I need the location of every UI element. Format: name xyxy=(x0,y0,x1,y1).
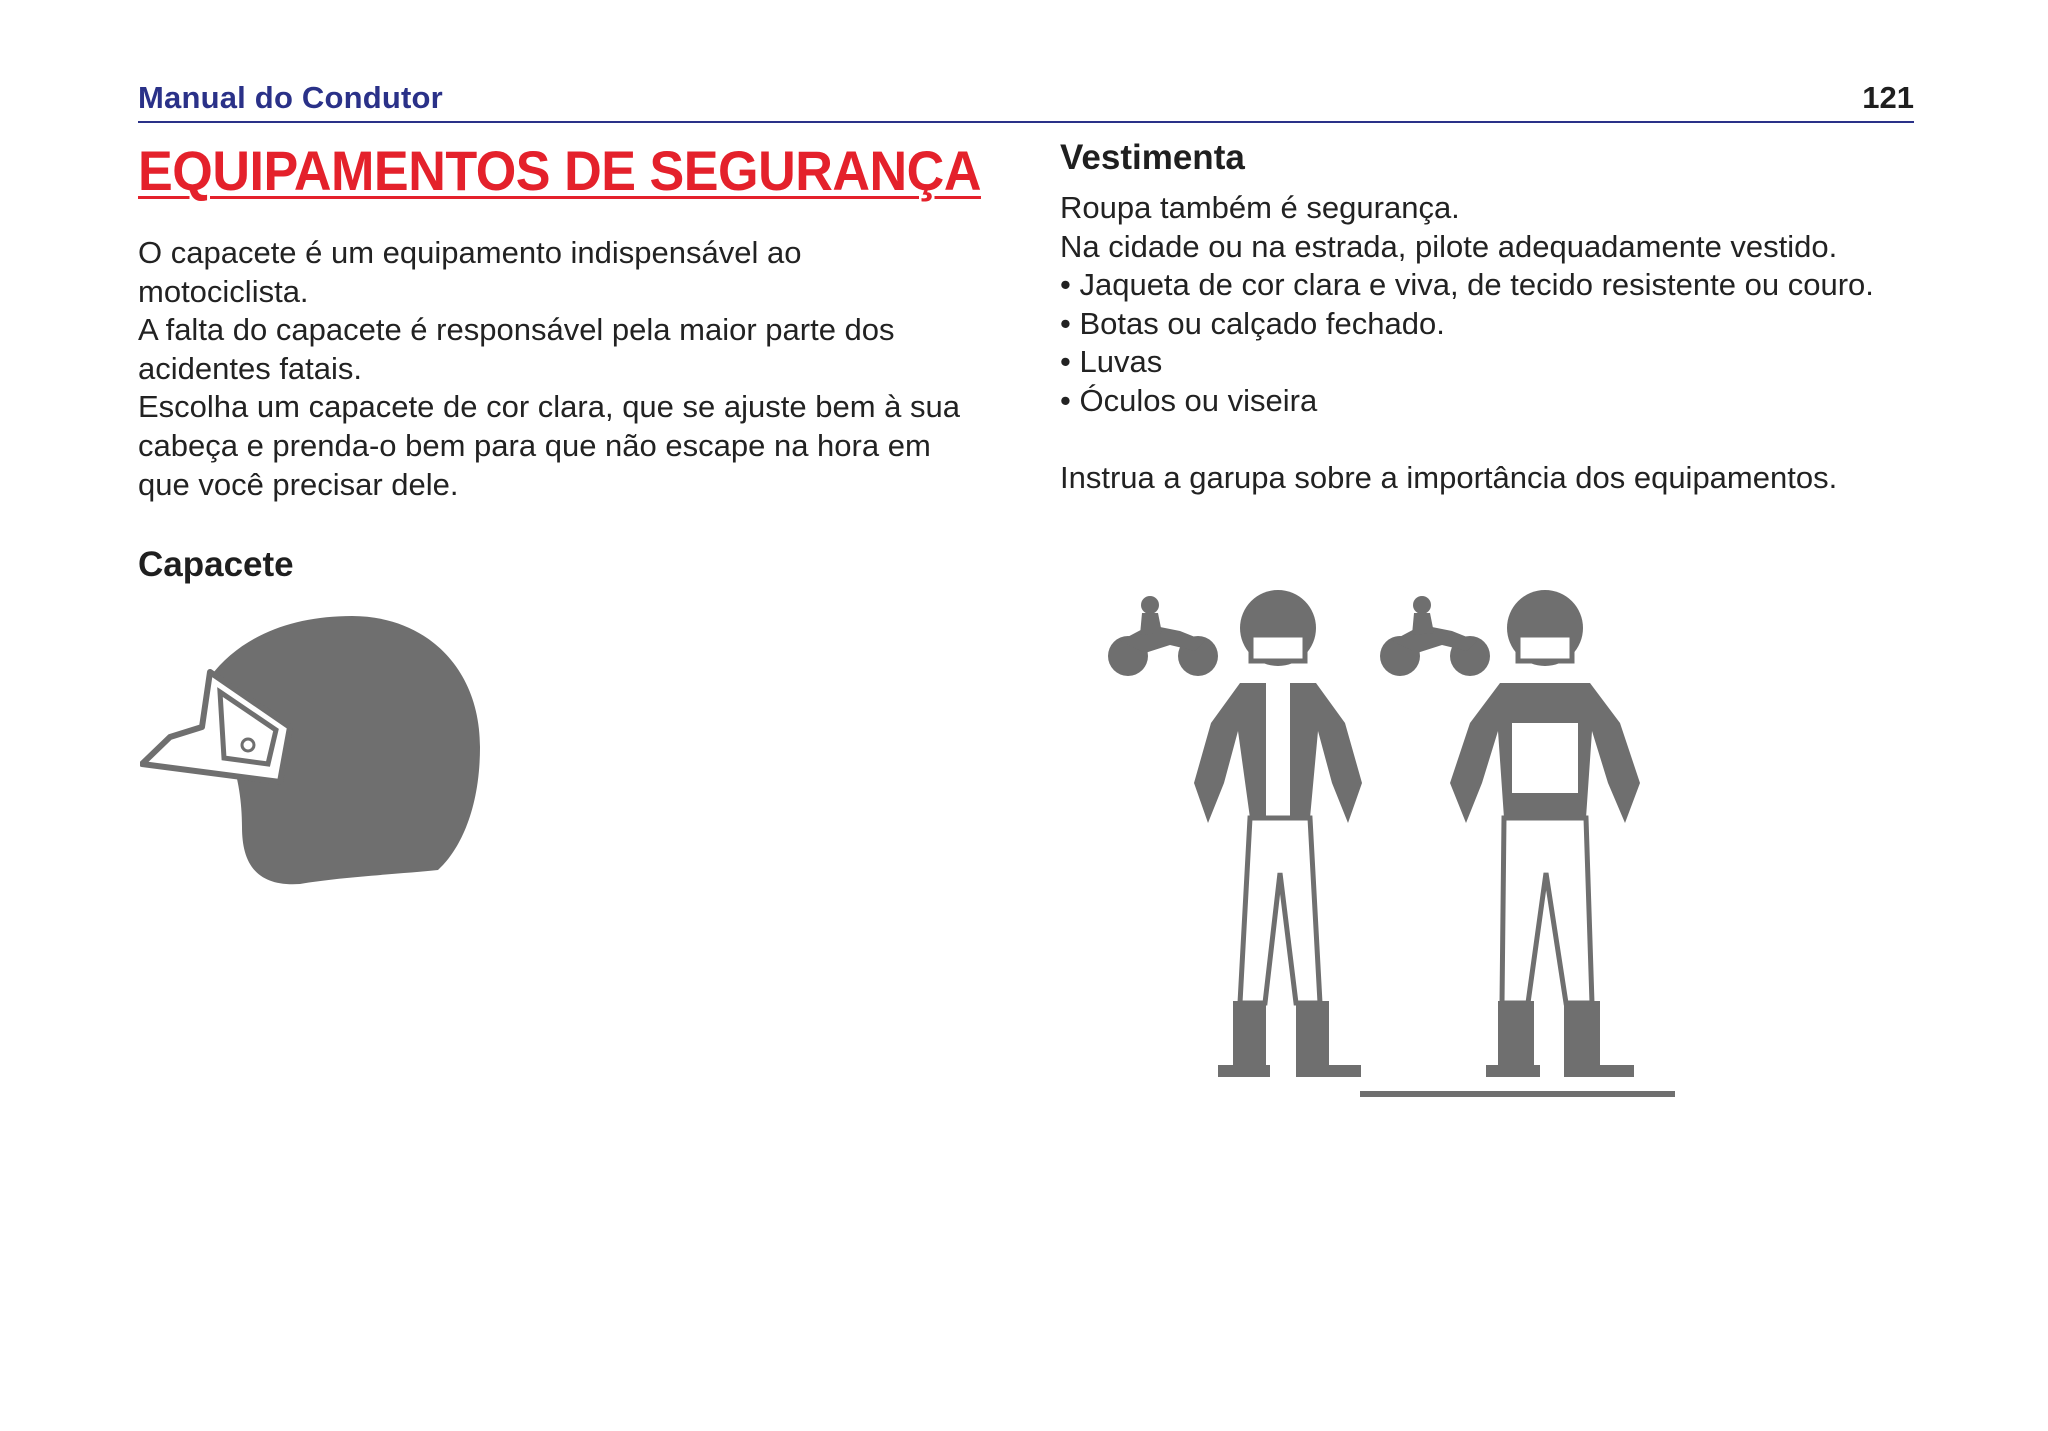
motorcycle-icon xyxy=(1108,596,1218,676)
intro-line: Escolha um capacete de cor clara, que se ajuste bem à sua xyxy=(138,389,960,425)
vestimenta-line: Roupa também é segurança. xyxy=(1060,190,1460,225)
paragraph-gap xyxy=(1060,421,2010,460)
ground-line xyxy=(1360,1091,1675,1097)
intro-line: acidentes fatais. xyxy=(138,350,363,386)
manual-title: Manual do Condutor xyxy=(138,80,443,115)
intro-line: que você precisar dele. xyxy=(138,466,459,502)
helmet-illustration xyxy=(140,612,490,897)
motorcycle-icon xyxy=(1380,596,1490,676)
intro-line: cabeça e prenda-o bem para que não escape na hora em xyxy=(138,427,931,463)
intro-line: O capacete é um equipamento indispensável ao xyxy=(138,235,802,270)
vestimenta-line: Na cidade ou na estrada, pilote adequadamente vestido. xyxy=(1060,228,1838,264)
intro-line: A falta do capacete é responsável pela maior parte dos xyxy=(138,312,895,348)
intro-paragraph xyxy=(138,234,998,504)
riders-illustration xyxy=(1100,583,1680,1108)
vestimenta-heading: Vestimenta xyxy=(1060,138,1245,177)
header-divider xyxy=(138,121,1914,123)
intro-line: motociclista. xyxy=(138,273,309,309)
page-number: 121 xyxy=(1862,80,1914,115)
vestimenta-bullet: • Luvas xyxy=(1060,344,1163,380)
vestimenta-text xyxy=(1060,189,2010,498)
page-title: EQUIPAMENTOS DE SEGURANÇA xyxy=(138,139,981,202)
rider-left xyxy=(1194,590,1362,1077)
vestimenta-bullet: • Jaqueta de cor clara e viva, de tecido resistente ou couro. xyxy=(1060,267,1874,303)
vestimenta-bullet: • Óculos ou viseira xyxy=(1060,382,1318,418)
vestimenta-bullet: • Botas ou calçado fechado. xyxy=(1060,305,1445,341)
vestimenta-closing: Instrua a garupa sobre a importância dos equipamentos. xyxy=(1060,460,1838,496)
capacete-heading: Capacete xyxy=(138,545,294,584)
